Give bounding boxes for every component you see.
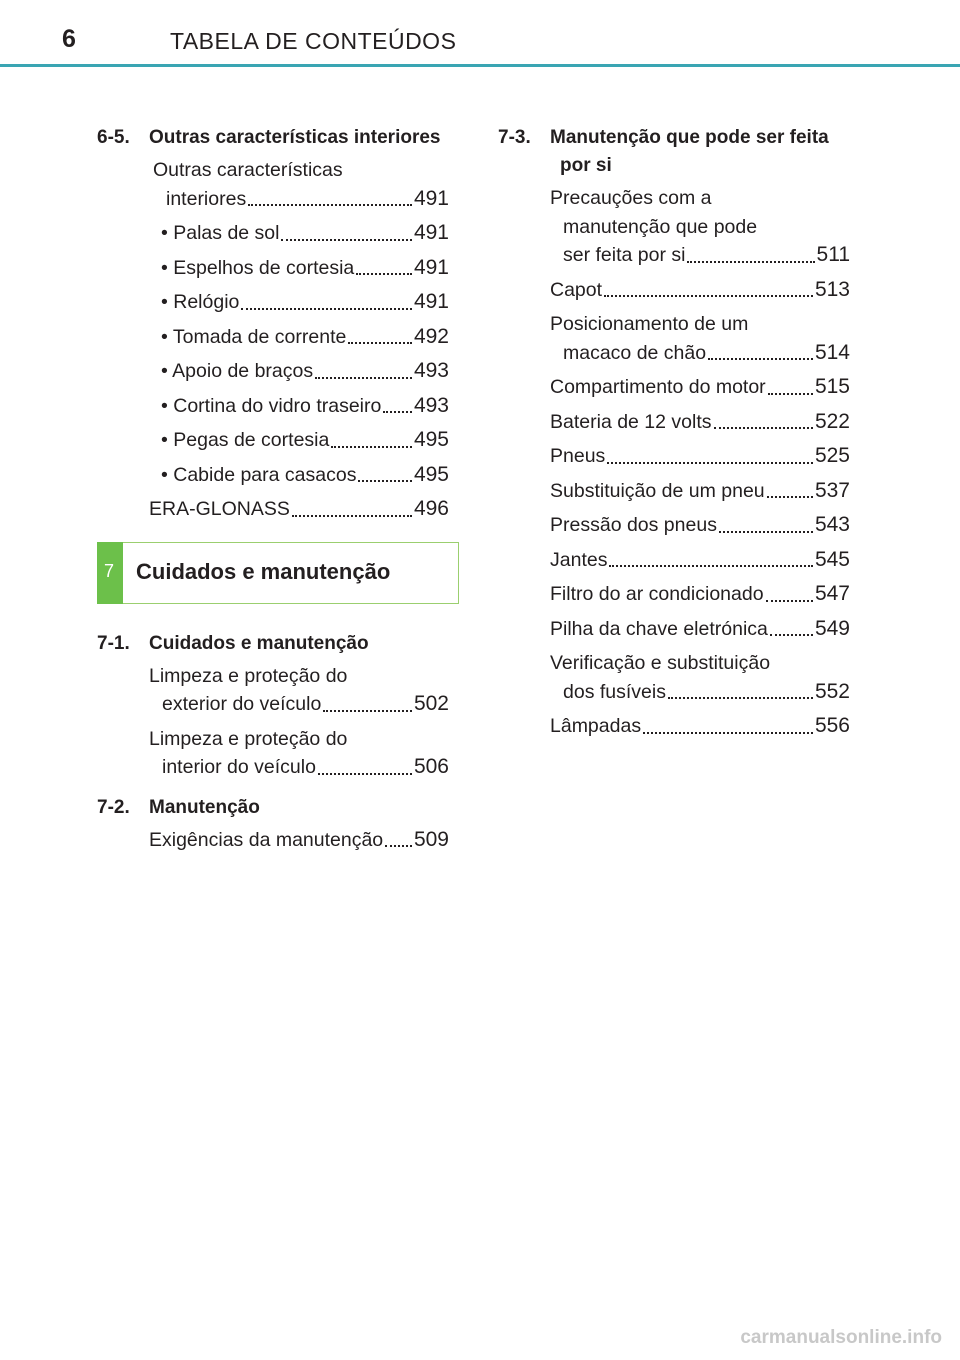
toc-entry[interactable] — [550, 408, 850, 437]
section-title: Cuidados e manutenção — [149, 632, 369, 654]
dot-leader — [281, 219, 411, 241]
section-title: Manutenção que pode ser feita — [550, 127, 829, 148]
page-ref: 537 — [814, 478, 850, 502]
page-ref: 496 — [413, 497, 449, 520]
dot-leader — [292, 495, 412, 517]
toc-entry[interactable] — [550, 546, 850, 575]
toc-entry[interactable] — [550, 442, 850, 471]
dot-leader — [708, 339, 813, 361]
entry-text: • Relógio — [161, 291, 240, 313]
section-number: 7-2. — [97, 796, 130, 818]
page-ref: 515 — [814, 375, 850, 398]
entry-text: Compartimento do motor — [550, 376, 766, 398]
dot-leader — [358, 461, 412, 483]
entry-text: Substituição de um pneu — [550, 479, 765, 502]
entry-text: dos fusíveis — [563, 680, 666, 703]
entry-text: Lâmpadas — [550, 715, 642, 737]
dot-leader — [668, 678, 813, 700]
page-ref: 492 — [413, 324, 449, 348]
entry-text: interior do veículo — [162, 756, 316, 778]
entry-text: • Cabide para casacos — [161, 463, 357, 486]
entry-text: • Apoio de braços — [161, 360, 314, 382]
dot-leader — [719, 511, 813, 533]
entry-text: Limpeza e proteção do — [149, 664, 348, 687]
entry-text: ser feita por si — [563, 244, 686, 266]
toc-entry[interactable] — [550, 373, 850, 402]
dot-leader — [609, 546, 813, 568]
section-title: Manutenção — [149, 796, 260, 818]
toc-entry[interactable] — [161, 461, 449, 490]
toc-entry[interactable] — [550, 310, 850, 367]
toc-entry[interactable] — [550, 580, 850, 609]
section-number: 6-5. — [97, 127, 130, 148]
entry-text: • Cortina do vidro traseiro — [161, 394, 382, 417]
page-ref: 491 — [413, 221, 449, 244]
section-number: 7-3. — [498, 127, 531, 148]
section-title-cont: por si — [560, 155, 612, 176]
chapter-tab — [97, 542, 123, 604]
section-title: Outras características interiores — [149, 127, 441, 148]
toc-entry[interactable] — [161, 392, 449, 421]
entry-text: Pressão dos pneus — [550, 514, 717, 536]
entry-text: Filtro do ar condicionado — [550, 583, 764, 605]
toc-entry[interactable] — [161, 357, 449, 386]
page-ref: 511 — [816, 243, 850, 266]
toc-entry[interactable] — [550, 511, 850, 540]
dot-leader — [768, 373, 813, 395]
dot-leader — [604, 276, 813, 298]
entry-text: • Espelhos de cortesia — [161, 256, 355, 279]
toc-entry[interactable] — [550, 276, 850, 305]
dot-leader — [315, 357, 412, 379]
page-ref: 522 — [814, 409, 850, 433]
page-ref: 491 — [413, 186, 449, 210]
dot-leader — [687, 241, 814, 263]
dot-leader — [348, 323, 412, 345]
dot-leader — [318, 753, 412, 775]
entry-text: Exigências da manutenção — [149, 828, 384, 851]
entry-text: Precauções com a — [550, 187, 712, 209]
dot-leader — [241, 288, 412, 310]
page-header — [0, 0, 960, 68]
entry-text: Jantes — [550, 548, 608, 571]
page-ref: 491 — [413, 290, 449, 313]
dot-leader — [356, 254, 412, 276]
page-ref: 549 — [814, 616, 850, 640]
entry-text: Pilha da chave eletrónica — [550, 617, 768, 640]
section-heading-6-5 — [97, 124, 449, 152]
toc-entry[interactable] — [550, 615, 850, 644]
page-ref: 543 — [814, 513, 850, 536]
toc-entry[interactable] — [161, 323, 449, 352]
toc-entry[interactable] — [550, 649, 850, 706]
page-ref: 493 — [413, 359, 449, 382]
page-ref: 556 — [814, 714, 850, 737]
entry-text: • Pegas de cortesia — [161, 429, 330, 451]
entry-text: Verificação e substituição — [550, 652, 771, 674]
page-ref: 513 — [814, 277, 850, 301]
toc-entry[interactable] — [153, 156, 449, 213]
page-ref: 547 — [814, 582, 850, 605]
toc-entry[interactable] — [149, 662, 449, 719]
chapter-heading[interactable] — [97, 542, 459, 604]
chapter-number: 7 — [104, 560, 115, 581]
section-number: 7-1. — [97, 632, 130, 654]
dot-leader — [248, 185, 412, 207]
toc-right-column — [498, 124, 850, 747]
entry-text: Capot — [550, 278, 603, 301]
entry-text: manutenção que pode — [563, 215, 758, 238]
entry-text: macaco de chão — [563, 341, 707, 364]
dot-leader — [766, 580, 813, 602]
toc-entry[interactable] — [550, 712, 850, 741]
toc-entry[interactable] — [161, 254, 449, 283]
section-heading-7-3 — [498, 124, 850, 180]
entry-text: exterior do veículo — [162, 693, 322, 715]
page-ref: 493 — [413, 393, 449, 417]
dot-leader — [643, 712, 813, 734]
entry-text: Bateria de 12 volts — [550, 410, 712, 433]
entry-text: • Tomada de corrente — [161, 325, 347, 348]
entry-text: • Palas de sol — [161, 222, 280, 244]
entry-text: Posicionamento de um — [550, 313, 749, 335]
dot-leader — [770, 615, 813, 637]
section-heading-7-1 — [97, 630, 449, 658]
chapter-title: Cuidados e manutenção — [136, 558, 391, 584]
entry-text: Limpeza e proteção do — [149, 727, 348, 750]
page-ref: 495 — [413, 428, 449, 451]
dot-leader — [331, 426, 412, 448]
dot-leader — [323, 690, 412, 712]
toc-entry[interactable] — [550, 184, 850, 270]
page-number: 6 — [62, 25, 76, 53]
entry-text: ERA-GLONASS — [149, 498, 290, 520]
dot-leader — [767, 477, 813, 499]
dot-leader — [385, 826, 412, 848]
toc-entry[interactable] — [149, 826, 449, 855]
entry-text: Pneus — [550, 445, 606, 467]
page-ref: 495 — [413, 462, 449, 486]
watermark: carmanualsonline.info — [740, 1327, 942, 1348]
page-ref: 545 — [814, 547, 850, 571]
running-title: TABELA DE CONTEÚDOS — [170, 28, 457, 54]
dot-leader — [383, 392, 412, 414]
toc-entry[interactable] — [149, 495, 449, 524]
entry-text: interiores — [166, 187, 247, 210]
page-ref: 506 — [413, 755, 449, 778]
toc-entry[interactable] — [550, 477, 850, 506]
toc-entry[interactable] — [161, 219, 449, 248]
toc-entry[interactable] — [161, 426, 449, 455]
dot-leader — [714, 408, 813, 430]
page-ref: 502 — [413, 692, 449, 715]
page-ref: 514 — [814, 340, 850, 364]
page-ref: 525 — [814, 444, 850, 467]
toc-entry[interactable] — [149, 725, 449, 782]
page-ref: 491 — [413, 255, 449, 279]
entry-text: Outras características — [153, 159, 343, 181]
dot-leader — [607, 442, 813, 464]
section-heading-7-2 — [97, 794, 449, 822]
toc-left-column — [97, 124, 449, 860]
page-ref: 509 — [413, 827, 449, 851]
toc-entry[interactable] — [161, 288, 449, 317]
page-ref: 552 — [814, 679, 850, 703]
header-rule — [0, 64, 960, 67]
